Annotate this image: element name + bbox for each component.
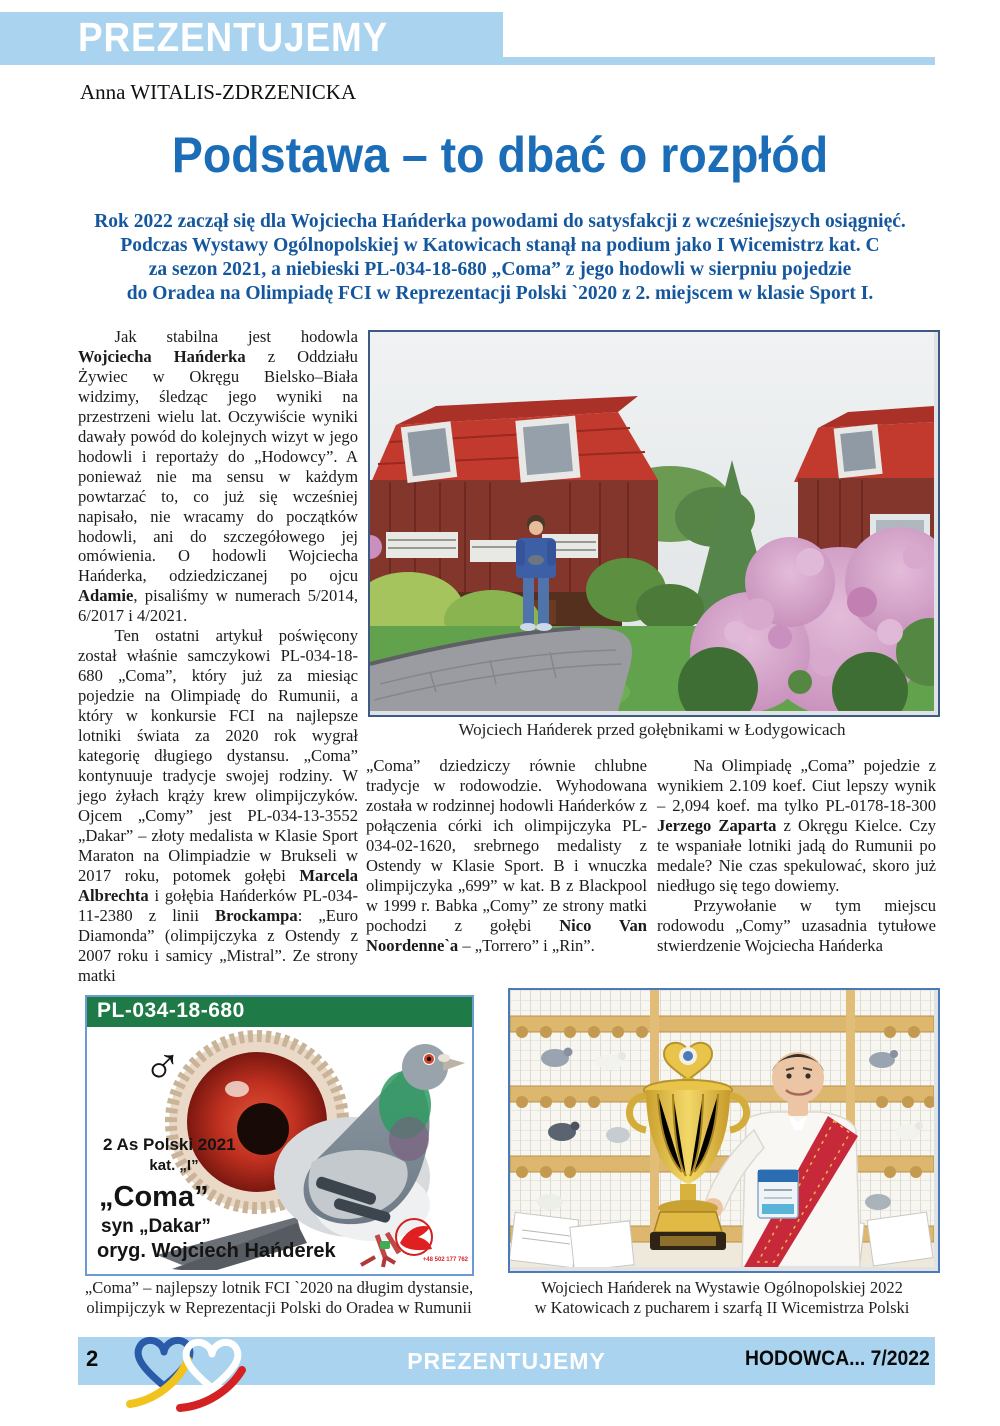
photo-trophy-illustration [510,990,934,1267]
owner-credit: oryg. Wojciech Hańderek [97,1240,336,1262]
card-caption [80,1278,478,1318]
caption-line: w Katowicach z pucharem i szarfą II Wicemistrza Polski [534,1298,910,1317]
male-symbol-icon: ♂ [143,1036,182,1094]
page-number: 2 [86,1346,99,1371]
lead-line: Rok 2022 zaczął się dla Wojciecha Hańderka powodami do satysfakcji z wcześniejszych osiągnięć. [94,211,906,232]
pigeon-name: „Coma” [99,1181,209,1213]
lead-paragraph [60,210,940,306]
body-paragraph: Na Olimpiadę „Coma” pojedzie z wynikiem 2.109 koef. Ciut lepszy wynik – 2,094 koef. ma tylko PL-0178-18-300 Jerzego Zaparta z Okręgu Kielce. Czy te wspaniałe lotniki jadą do Rumunii po medale? Nie czas spekulować, skoro już niedługo się tego dowiemy. [657,756,936,895]
award-category: kat. „I” [149,1157,199,1174]
lead-line: Podczas Wystawy Ogólnopolskiej w Katowicach stanął na podium jako I Wicemistrz kat. C [120,235,880,256]
magazine-issue: HODOWCA... 7/2022 [745,1347,930,1370]
header-band-rule [503,57,935,65]
lead-line: za sezon 2021, a niebieski PL-034-18-680 „Coma” z jego hodowli w sierpniu pojedzie [148,259,852,280]
footer-section-label: PREZENTUJEMY [407,1348,606,1374]
hearts-logo-icon [116,1330,266,1422]
body-paragraph: Ten ostatni artykuł poświęcony został właśnie samczykowi PL-034-18-680 „Coma”, który już za miesiąc pojedzie na Olimpiadę do Rumunii, a który w konkursie FCI na najlepsze lotniki świata za 2020 rok wygrał kategorię długiego dystansu. „Coma” kontynuuje tradycje swojej rodziny. W jego żyłach krąży krew olimpijczyków. Ojcem „Comy” jest PL-034-13-3552 „Dakar” – złoty medalista w Klasie Sport Maraton na Olimpiadzie w Brukseli w 2017 roku, potomek gołębi Marcela Albrechta i gołębia Hańderków PL-034-11-2380 z linii Brockampa: „Euro Diamonda” (olimpijczyka z Ostendy z 2007 roku i samicy „Mistral”. Ze strony matki [78,626,358,985]
ring-number: PL-034-18-680 [97,999,245,1022]
caption-line: olimpijczyk w Reprezentacji Polski do Oradea w Rumunii [86,1298,472,1317]
section-header: PREZENTUJEMY [78,14,389,60]
lead-line: do Oradea na Olimpiadę FCI w Reprezentacji Polski `2020 z 2. miejscem w klasie Sport I. [126,283,874,304]
body-paragraph: Przywołanie w tym miejscu rodowodu „Comy” uzasadnia tytułowe stwierdzenie Wojciecha Hańderka [657,895,936,955]
pedigree-card [85,995,474,1276]
body-column-middle [366,756,647,986]
caption-line: Wojciech Hańderek na Wystawie Ogólnopolskiej 2022 [541,1278,903,1297]
body-column-left [78,327,358,987]
body-paragraph: „Coma” dziedziczy równie chlubne tradycje w rodowodzie. Wyhodowana została w rodzinnej hodowli Hańderków z połączenia córki ich olimpijczyka PL-034-02-1620, srebrnego medalisty z Ostendy w Klasie Sport. B i wnuczka olimpijczyka „699” w kat. B z Blackpool w 1999 r. Babka „Comy” ze strony matki pochodzi z gołębi Nico Van Noordenne`a – „Torrero” i „Rin”. [366,756,647,955]
card-header-bar [87,997,472,1027]
photo-lofts-illustration [370,332,934,711]
author-byline: Anna WITALIS-ZDRZENICKA [80,80,357,104]
caption-line: „Coma” – najlepszy lotnik FCI `2020 na długim dystansie, [84,1278,474,1297]
photo-lofts [368,330,940,717]
award-text: 2 As Polski 2021 [103,1135,236,1154]
trophy-caption [505,1278,939,1318]
photographer-phone: +48 502 177 762 [422,1257,468,1263]
body-paragraph: Jak stabilna jest hodowla Wojciecha Hańderka z Oddziału Żywiec w Okręgu Bielsko–Biała widzimy, śledząc jego wyniki na przestrzeni wielu lat. Oczywiście wyniki dawały powód do kolejnych wizyt w jego hodowli i reportaży do „Hodowcy”. A ponieważ nie ma sensu w każdym powtarzać to, co już się wcześniej napisało, nie wracamy do początków hodowli, ani do szczegółowego jej omówienia. O hodowli Wojciecha Hańderka, odziedziczanej po ojcu Adamie, pisaliśmy w numerach 5/2014, 6/2017 i 4/2021. [78,327,358,626]
body-column-right [657,756,936,986]
article-title: Podstawa – to dbać o rozpłód [171,127,829,183]
photo-trophy [508,988,940,1273]
photo-caption: Wojciech Hańderek przed gołębnikami w Łodygowicach [458,720,846,739]
pigeon-lineage: syn „Dakar” [101,1216,211,1237]
